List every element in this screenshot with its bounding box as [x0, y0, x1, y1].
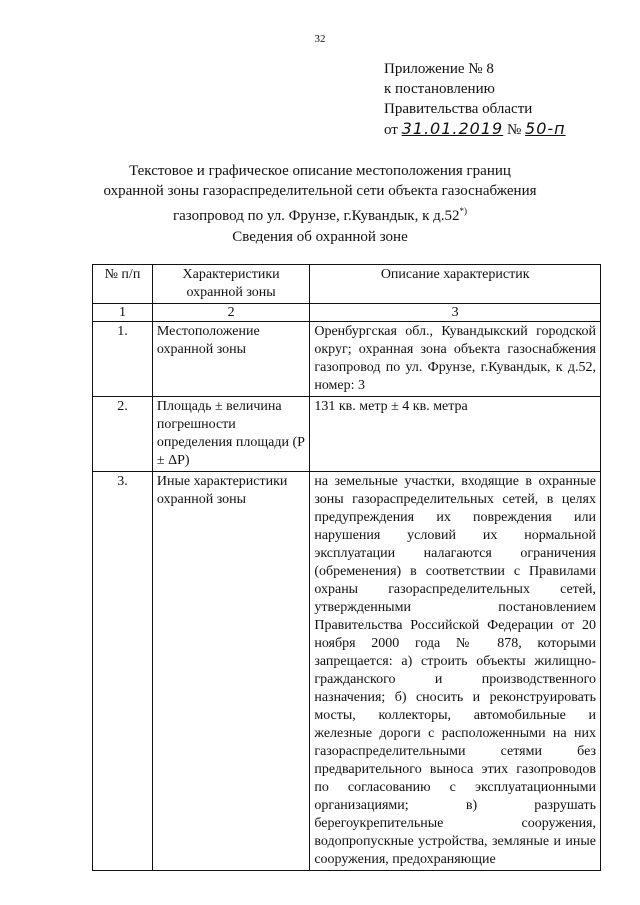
index-cell-3: 3: [310, 304, 601, 322]
title-line-1: Текстовое и графическое описание местоположения границ: [129, 163, 511, 179]
row-number: 3.: [93, 472, 153, 871]
header-num: № п/п: [93, 265, 153, 304]
table-index-row: [93, 304, 601, 322]
row-characteristic: Площадь ± величина погрешности определения площади (P ± ΔP): [152, 397, 309, 472]
table-header-row: [93, 265, 601, 304]
title-line-3-text: газопровод по ул. Фрунзе, г.Кувандык, к д.52: [172, 208, 460, 224]
appendix-line-3: Правительства области: [384, 101, 533, 117]
appendix-line-1: Приложение № 8: [384, 61, 494, 77]
table-row: [93, 322, 601, 397]
document-title: [0, 161, 640, 226]
row-number: 2.: [93, 397, 153, 472]
row-description: 131 кв. метр ± 4 кв. метра: [310, 397, 601, 472]
row-description: Оренбургская обл., Кувандыкский городской округ; охранная зона объекта газоснабжения газопровод по ул. Фрунзе, г.Кувандык, к д.52, номер: 3: [310, 322, 601, 397]
page-number: 32: [314, 33, 326, 45]
appendix-block: [384, 59, 566, 140]
header-characteristics: Характеристики охранной зоны: [152, 265, 309, 304]
title-line-3: [0, 201, 640, 226]
zone-info-table: [92, 264, 601, 871]
row-description: на земельные участки, входящие в охранные зоны газораспределительных сетей, в целях предупреждения их повреждения или нарушения условий их нормальной эксплуатации налагаются ограничения (обременения) в соответствии с Правилами охраны газораспределительных сетей, утвержденными постановлением Правительства Российской Федерации от 20 ноября 2000 года № 878, которыми запрещается: а) строить объекты жилищно-гражданского и производственного назначения; б) сносить и реконструировать мосты, коллекторы, автомобильные и железные дороги с расположенными на них газораспределительными сетями без предварительного выноса этих газопроводов по согласованию с эксплуатационными организациями; в) разрушать берегоукрепительные сооружения, водопропускные устройства, земляные и иные сооружения, предохраняющие: [310, 472, 601, 871]
index-cell-1: 1: [93, 304, 153, 322]
row-characteristic: Иные характеристики охранной зоны: [152, 472, 309, 871]
index-cell-2: 2: [152, 304, 309, 322]
number-prefix: №: [506, 122, 522, 138]
header-description: Описание характеристик: [310, 265, 601, 304]
row-characteristic: Местоположение охранной зоны: [152, 322, 309, 397]
table-row: [93, 472, 601, 871]
table-row: [93, 397, 601, 472]
section-title: Сведения об охранной зоне: [232, 229, 408, 245]
title-line-2: охранной зоны газораспределительной сети объекта газоснабжения: [103, 183, 537, 199]
appendix-line-2: к постановлению: [384, 81, 495, 97]
handwritten-date: 31.01.2019: [401, 119, 504, 138]
handwritten-number: 50-п: [525, 119, 566, 138]
footnote-mark: *): [459, 206, 468, 216]
appendix-date-line: [384, 119, 566, 140]
date-prefix: от: [384, 122, 398, 138]
row-number: 1.: [93, 322, 153, 397]
